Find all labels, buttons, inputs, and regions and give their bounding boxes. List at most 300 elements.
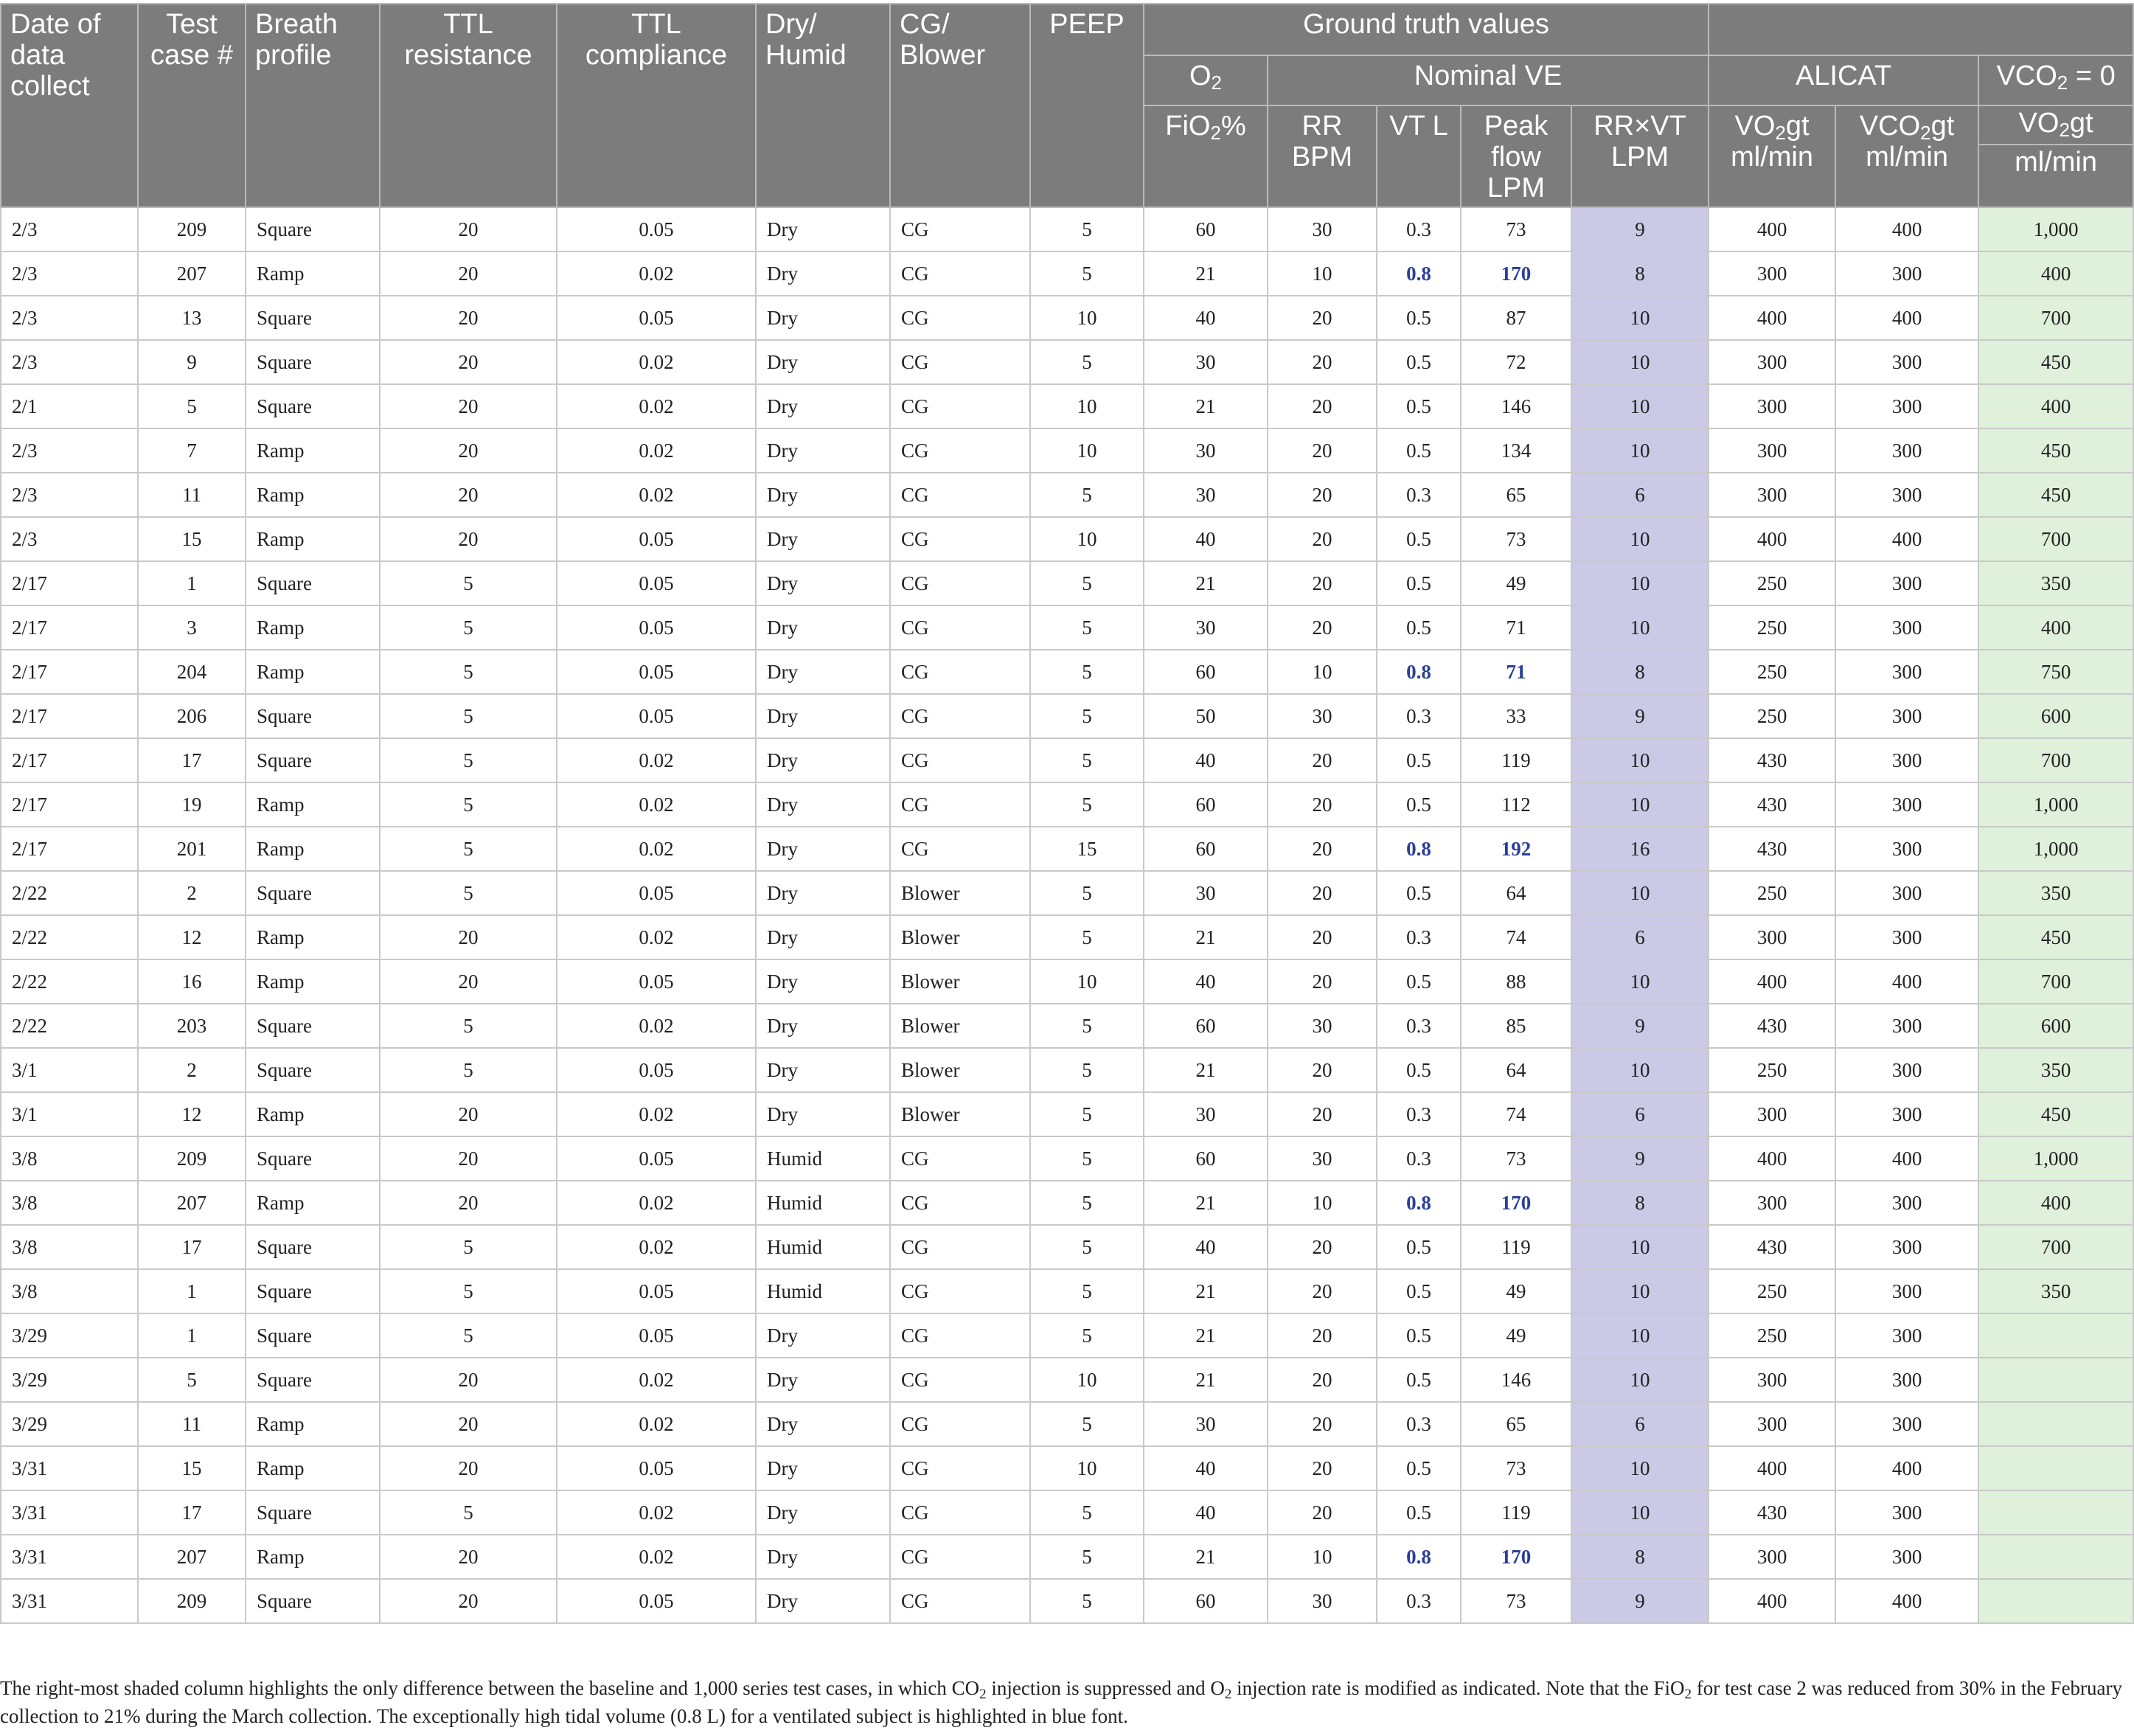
cell-rr: 20 [1268, 605, 1377, 650]
cell-peak-flow: 64 [1461, 871, 1571, 915]
cell-ttl-compliance: 0.02 [557, 738, 756, 782]
cell-vo2gt: 300 [1709, 1358, 1835, 1402]
cell-rrxvt: 9 [1571, 1136, 1709, 1181]
cell-date: 3/1 [1, 1092, 138, 1136]
cell-test-case: 204 [138, 650, 246, 694]
cell-vt: 0.8 [1377, 1535, 1461, 1579]
cell-peak-flow: 71 [1461, 650, 1571, 694]
cell-vco2gt: 300 [1835, 428, 1978, 473]
cell-rrxvt: 10 [1571, 871, 1709, 915]
cell-dry-humid: Dry [756, 473, 890, 517]
cell-vco2gt: 400 [1835, 1136, 1978, 1181]
cell-vco2gt: 300 [1835, 1490, 1978, 1535]
cell-test-case: 12 [138, 915, 246, 959]
cell-vco2gt: 400 [1835, 1446, 1978, 1490]
cell-date: 2/22 [1, 871, 138, 915]
cell-test-case: 209 [138, 207, 246, 251]
cell-test-case: 11 [138, 1402, 246, 1446]
cell-vo2gt-zero: 400 [1978, 384, 2133, 428]
cell-peak-flow: 87 [1461, 296, 1571, 340]
cell-vo2gt-zero [1978, 1579, 2133, 1623]
table-row [1, 1535, 2133, 1579]
cell-peep: 5 [1030, 1048, 1144, 1092]
cell-cg-blower: CG [890, 738, 1030, 782]
cell-dry-humid: Dry [756, 1004, 890, 1048]
cell-rr: 30 [1268, 1136, 1377, 1181]
cell-rrxvt: 10 [1571, 738, 1709, 782]
cell-breath-profile: Ramp [246, 251, 380, 296]
cell-dry-humid: Dry [756, 782, 890, 827]
cell-fio2: 30 [1144, 1092, 1268, 1136]
cell-vo2gt: 400 [1709, 1446, 1835, 1490]
table-row [1, 1579, 2133, 1623]
cell-test-case: 12 [138, 1092, 246, 1136]
cell-vt: 0.5 [1377, 1313, 1461, 1358]
group-header-vco2-zero: $VCO_2 = 0$ [1978, 55, 2133, 105]
cell-peak-flow: 170 [1461, 1181, 1571, 1225]
cell-peak-flow: 192 [1461, 827, 1571, 871]
cell-peak-flow: 146 [1461, 1358, 1571, 1402]
cell-peak-flow: 33 [1461, 694, 1571, 738]
cell-vo2gt: 400 [1709, 1136, 1835, 1181]
cell-rrxvt: 10 [1571, 1490, 1709, 1535]
cell-test-case: 13 [138, 296, 246, 340]
cell-vo2gt-zero: 700 [1978, 296, 2133, 340]
cell-vco2gt: 300 [1835, 694, 1978, 738]
col-header-breath-profile: Breath profile [246, 4, 380, 207]
cell-rr: 30 [1268, 1579, 1377, 1623]
cell-peak-flow: 64 [1461, 1048, 1571, 1092]
cell-ttl-compliance: 0.05 [557, 1048, 756, 1092]
cell-test-case: 17 [138, 738, 246, 782]
cell-vt: 0.5 [1377, 1490, 1461, 1535]
cell-fio2: 40 [1144, 1490, 1268, 1535]
cell-vco2gt: 300 [1835, 473, 1978, 517]
cell-vo2gt-zero: 1,000 [1978, 782, 2133, 827]
cell-vt: 0.5 [1377, 782, 1461, 827]
cell-rrxvt: 10 [1571, 384, 1709, 428]
cell-date: 2/3 [1, 296, 138, 340]
cell-ttl-compliance: 0.05 [557, 1446, 756, 1490]
cell-fio2: 60 [1144, 1579, 1268, 1623]
cell-vo2gt-zero: 600 [1978, 1004, 2133, 1048]
cell-fio2: 40 [1144, 1225, 1268, 1269]
cell-rr: 10 [1268, 251, 1377, 296]
cell-vo2gt: 400 [1709, 959, 1835, 1004]
cell-vco2gt: 400 [1835, 517, 1978, 561]
cell-peak-flow: 170 [1461, 1535, 1571, 1579]
cell-breath-profile: Square [246, 384, 380, 428]
cell-rrxvt: 10 [1571, 428, 1709, 473]
cell-fio2: 21 [1144, 1048, 1268, 1092]
cell-breath-profile: Ramp [246, 1446, 380, 1490]
cell-dry-humid: Humid [756, 1225, 890, 1269]
cell-breath-profile: Ramp [246, 650, 380, 694]
cell-peak-flow: 134 [1461, 428, 1571, 473]
cell-test-case: 9 [138, 340, 246, 384]
cell-vt: 0.5 [1377, 561, 1461, 605]
cell-vo2gt: 430 [1709, 827, 1835, 871]
cell-rr: 20 [1268, 473, 1377, 517]
cell-vo2gt: 300 [1709, 915, 1835, 959]
cell-ttl-resistance: 20 [380, 251, 557, 296]
cell-fio2: 21 [1144, 1313, 1268, 1358]
cell-vo2gt-zero: 750 [1978, 650, 2133, 694]
cell-ttl-compliance: 0.05 [557, 871, 756, 915]
cell-cg-blower: CG [890, 827, 1030, 871]
cell-rr: 30 [1268, 694, 1377, 738]
cell-dry-humid: Dry [756, 871, 890, 915]
cell-rrxvt: 9 [1571, 1004, 1709, 1048]
table-row [1, 1004, 2133, 1048]
group-header-o2: $O_2$ [1144, 55, 1268, 105]
cell-breath-profile: Square [246, 1225, 380, 1269]
cell-cg-blower: Blower [890, 959, 1030, 1004]
cell-vo2gt-zero: 400 [1978, 1181, 2133, 1225]
cell-vco2gt: 400 [1835, 959, 1978, 1004]
cell-vco2gt: 400 [1835, 296, 1978, 340]
cell-ttl-resistance: 20 [380, 428, 557, 473]
table-row [1, 1402, 2133, 1446]
cell-peep: 5 [1030, 1269, 1144, 1313]
cell-peak-flow: 65 [1461, 473, 1571, 517]
cell-ttl-compliance: 0.05 [557, 561, 756, 605]
cell-rr: 20 [1268, 1225, 1377, 1269]
cell-dry-humid: Dry [756, 517, 890, 561]
cell-fio2: 60 [1144, 207, 1268, 251]
cell-cg-blower: CG [890, 1358, 1030, 1402]
cell-rrxvt: 10 [1571, 1269, 1709, 1313]
cell-vo2gt: 300 [1709, 1402, 1835, 1446]
cell-dry-humid: Dry [756, 207, 890, 251]
cell-rrxvt: 8 [1571, 650, 1709, 694]
cell-breath-profile: Square [246, 1136, 380, 1181]
cell-rr: 20 [1268, 428, 1377, 473]
cell-peep: 5 [1030, 738, 1144, 782]
cell-cg-blower: Blower [890, 1092, 1030, 1136]
cell-dry-humid: Humid [756, 1181, 890, 1225]
cell-ttl-resistance: 5 [380, 1225, 557, 1269]
cell-vo2gt-zero: 700 [1978, 1225, 2133, 1269]
table-row [1, 1490, 2133, 1535]
cell-cg-blower: CG [890, 782, 1030, 827]
col-header-test-case: Test case # [138, 4, 246, 207]
cell-vt: 0.8 [1377, 1181, 1461, 1225]
cell-rr: 20 [1268, 384, 1377, 428]
cell-ttl-compliance: 0.05 [557, 1313, 756, 1358]
cell-peep: 10 [1030, 384, 1144, 428]
cell-cg-blower: CG [890, 1490, 1030, 1535]
cell-test-case: 15 [138, 517, 246, 561]
cell-dry-humid: Dry [756, 694, 890, 738]
cell-cg-blower: CG [890, 1313, 1030, 1358]
cell-date: 3/31 [1, 1446, 138, 1490]
cell-rr: 20 [1268, 296, 1377, 340]
cell-date: 3/8 [1, 1225, 138, 1269]
table-row [1, 1446, 2133, 1490]
cell-breath-profile: Ramp [246, 1402, 380, 1446]
cell-vt: 0.5 [1377, 605, 1461, 650]
cell-cg-blower: CG [890, 296, 1030, 340]
cell-ttl-resistance: 20 [380, 1136, 557, 1181]
cell-ttl-resistance: 20 [380, 296, 557, 340]
cell-ttl-compliance: 0.02 [557, 1004, 756, 1048]
cell-peak-flow: 170 [1461, 251, 1571, 296]
cell-fio2: 40 [1144, 296, 1268, 340]
cell-vt: 0.5 [1377, 517, 1461, 561]
cell-peep: 5 [1030, 1136, 1144, 1181]
cell-vo2gt: 250 [1709, 1269, 1835, 1313]
cell-ttl-compliance: 0.05 [557, 650, 756, 694]
cell-cg-blower: CG [890, 605, 1030, 650]
cell-vo2gt: 250 [1709, 605, 1835, 650]
cell-rrxvt: 8 [1571, 1535, 1709, 1579]
col-header-rrxvt: RR×VT LPM [1571, 105, 1709, 207]
cell-ttl-resistance: 20 [380, 1092, 557, 1136]
cell-breath-profile: Square [246, 1048, 380, 1092]
cell-vo2gt-zero [1978, 1402, 2133, 1446]
cell-vo2gt-zero: 450 [1978, 428, 2133, 473]
cell-vco2gt: 300 [1835, 827, 1978, 871]
cell-test-case: 11 [138, 473, 246, 517]
group-header-blank [1709, 4, 2133, 55]
cell-vo2gt: 430 [1709, 1490, 1835, 1535]
cell-test-case: 207 [138, 251, 246, 296]
col-header-vo2gt-zero: $VO_2gt$ [1978, 105, 2133, 145]
table-row [1, 915, 2133, 959]
table-row [1, 1136, 2133, 1181]
cell-fio2: 60 [1144, 1136, 1268, 1181]
cell-cg-blower: CG [890, 650, 1030, 694]
cell-rr: 30 [1268, 207, 1377, 251]
cell-cg-blower: CG [890, 1446, 1030, 1490]
cell-ttl-compliance: 0.05 [557, 1269, 756, 1313]
col-header-dry-humid: Dry/ Humid [756, 4, 890, 207]
cell-breath-profile: Ramp [246, 605, 380, 650]
cell-ttl-compliance: 0.02 [557, 1225, 756, 1269]
cell-vco2gt: 400 [1835, 1579, 1978, 1623]
cell-breath-profile: Ramp [246, 428, 380, 473]
cell-vco2gt: 300 [1835, 251, 1978, 296]
cell-dry-humid: Dry [756, 428, 890, 473]
cell-fio2: 21 [1144, 915, 1268, 959]
cell-breath-profile: Square [246, 1313, 380, 1358]
cell-dry-humid: Dry [756, 340, 890, 384]
cell-test-case: 17 [138, 1490, 246, 1535]
cell-date: 2/17 [1, 694, 138, 738]
cell-ttl-resistance: 5 [380, 871, 557, 915]
cell-peak-flow: 49 [1461, 1269, 1571, 1313]
cell-vo2gt-zero: 600 [1978, 694, 2133, 738]
group-header-nominal-ve: Nominal VE [1268, 55, 1709, 105]
cell-vt: 0.3 [1377, 915, 1461, 959]
cell-rr: 20 [1268, 915, 1377, 959]
cell-fio2: 21 [1144, 1358, 1268, 1402]
cell-vo2gt-zero: 1,000 [1978, 207, 2133, 251]
col-header-vo2gt-zero-unit: ml/min [1978, 145, 2133, 207]
cell-ttl-compliance: 0.02 [557, 1490, 756, 1535]
table-row [1, 296, 2133, 340]
cell-vo2gt-zero [1978, 1358, 2133, 1402]
cell-dry-humid: Dry [756, 1048, 890, 1092]
cell-fio2: 30 [1144, 871, 1268, 915]
cell-test-case: 5 [138, 384, 246, 428]
cell-cg-blower: Blower [890, 871, 1030, 915]
cell-rrxvt: 8 [1571, 251, 1709, 296]
cell-vo2gt: 300 [1709, 1181, 1835, 1225]
cell-breath-profile: Ramp [246, 1181, 380, 1225]
cell-rrxvt: 10 [1571, 1358, 1709, 1402]
cell-rrxvt: 9 [1571, 1579, 1709, 1623]
cell-peep: 5 [1030, 871, 1144, 915]
cell-ttl-resistance: 5 [380, 561, 557, 605]
cell-vo2gt-zero: 700 [1978, 517, 2133, 561]
cell-cg-blower: CG [890, 473, 1030, 517]
cell-test-case: 1 [138, 1269, 246, 1313]
cell-vo2gt: 250 [1709, 871, 1835, 915]
table-row [1, 1225, 2133, 1269]
cell-rr: 20 [1268, 1358, 1377, 1402]
cell-dry-humid: Dry [756, 1490, 890, 1535]
table-row [1, 1358, 2133, 1402]
cell-ttl-compliance: 0.05 [557, 296, 756, 340]
cell-vt: 0.5 [1377, 959, 1461, 1004]
cell-date: 2/3 [1, 251, 138, 296]
cell-peep: 5 [1030, 1225, 1144, 1269]
cell-cg-blower: CG [890, 207, 1030, 251]
cell-ttl-resistance: 5 [380, 1269, 557, 1313]
cell-rrxvt: 10 [1571, 517, 1709, 561]
cell-rr: 20 [1268, 1092, 1377, 1136]
cell-date: 2/17 [1, 561, 138, 605]
table-row [1, 694, 2133, 738]
cell-peak-flow: 85 [1461, 1004, 1571, 1048]
cell-vt: 0.5 [1377, 1358, 1461, 1402]
cell-vco2gt: 300 [1835, 1402, 1978, 1446]
cell-peak-flow: 73 [1461, 517, 1571, 561]
col-header-vco2gt: $VCO_2gt$ ml/min [1835, 105, 1978, 207]
col-header-ttl-compliance: TTL compliance [557, 4, 756, 207]
cell-date: 3/8 [1, 1181, 138, 1225]
col-header-vt: VT L [1377, 105, 1461, 207]
table-caption: The right-most shaded column highlights the only difference between the baseline and 1,000 series test cases, in which CO2 injection is suppressed and O2 injection rate is modified as indicated. Note that the FiO2 for test case 2 was reduced from 30% in the February collection to 21% during the March collection. The exceptionally high tidal volume (0.8 L) for a ventilated subject is highlighted in blue font. [0, 1677, 2123, 1727]
cell-test-case: 5 [138, 1358, 246, 1402]
cell-vo2gt: 400 [1709, 517, 1835, 561]
cell-rr: 20 [1268, 738, 1377, 782]
cell-peak-flow: 72 [1461, 340, 1571, 384]
cell-date: 2/17 [1, 782, 138, 827]
cell-vt: 0.5 [1377, 1446, 1461, 1490]
cell-breath-profile: Square [246, 694, 380, 738]
cell-peep: 5 [1030, 1092, 1144, 1136]
cell-rr: 20 [1268, 340, 1377, 384]
cell-rrxvt: 10 [1571, 959, 1709, 1004]
table-row [1, 1181, 2133, 1225]
cell-peep: 10 [1030, 296, 1144, 340]
cell-rrxvt: 6 [1571, 915, 1709, 959]
cell-date: 2/3 [1, 517, 138, 561]
cell-date: 2/17 [1, 827, 138, 871]
cell-vt: 0.5 [1377, 1048, 1461, 1092]
cell-test-case: 1 [138, 1313, 246, 1358]
cell-test-case: 1 [138, 561, 246, 605]
cell-fio2: 21 [1144, 1269, 1268, 1313]
table-row [1, 561, 2133, 605]
cell-test-case: 3 [138, 605, 246, 650]
table-row [1, 1313, 2133, 1358]
cell-rr: 20 [1268, 1402, 1377, 1446]
cell-breath-profile: Square [246, 207, 380, 251]
cell-ttl-resistance: 5 [380, 782, 557, 827]
cell-date: 3/29 [1, 1402, 138, 1446]
cell-vo2gt: 250 [1709, 1048, 1835, 1092]
cell-dry-humid: Dry [756, 1579, 890, 1623]
table-row [1, 738, 2133, 782]
cell-peep: 5 [1030, 1535, 1144, 1579]
cell-rr: 20 [1268, 1490, 1377, 1535]
cell-test-case: 206 [138, 694, 246, 738]
cell-rrxvt: 16 [1571, 827, 1709, 871]
cell-test-case: 209 [138, 1136, 246, 1181]
cell-peep: 10 [1030, 428, 1144, 473]
cell-ttl-compliance: 0.02 [557, 915, 756, 959]
cell-test-case: 16 [138, 959, 246, 1004]
cell-dry-humid: Dry [756, 1446, 890, 1490]
cell-breath-profile: Ramp [246, 1092, 380, 1136]
cell-ttl-compliance: 0.05 [557, 207, 756, 251]
cell-vco2gt: 300 [1835, 1313, 1978, 1358]
cell-ttl-resistance: 20 [380, 207, 557, 251]
cell-vt: 0.5 [1377, 296, 1461, 340]
table-row [1, 428, 2133, 473]
cell-ttl-resistance: 5 [380, 1048, 557, 1092]
cell-vo2gt: 300 [1709, 428, 1835, 473]
cell-fio2: 30 [1144, 428, 1268, 473]
cell-vo2gt: 250 [1709, 650, 1835, 694]
cell-vt: 0.8 [1377, 251, 1461, 296]
cell-ttl-resistance: 20 [380, 1358, 557, 1402]
cell-rr: 20 [1268, 517, 1377, 561]
cell-rr: 20 [1268, 959, 1377, 1004]
table-row [1, 473, 2133, 517]
cell-breath-profile: Square [246, 561, 380, 605]
cell-vt: 0.5 [1377, 340, 1461, 384]
table-row [1, 605, 2133, 650]
col-header-fio2: FiO$_2$% [1144, 105, 1268, 207]
table-row [1, 782, 2133, 827]
cell-breath-profile: Ramp [246, 915, 380, 959]
cell-test-case: 19 [138, 782, 246, 827]
cell-ttl-resistance: 20 [380, 1535, 557, 1579]
cell-ttl-resistance: 5 [380, 1313, 557, 1358]
cell-test-case: 207 [138, 1535, 246, 1579]
cell-ttl-resistance: 20 [380, 340, 557, 384]
cell-ttl-compliance: 0.02 [557, 782, 756, 827]
cell-vo2gt: 250 [1709, 561, 1835, 605]
cell-vt: 0.5 [1377, 384, 1461, 428]
cell-vo2gt: 300 [1709, 251, 1835, 296]
cell-ttl-compliance: 0.05 [557, 1136, 756, 1181]
table-row [1, 340, 2133, 384]
cell-vt: 0.5 [1377, 871, 1461, 915]
cell-cg-blower: CG [890, 1225, 1030, 1269]
cell-vo2gt: 300 [1709, 340, 1835, 384]
cell-peep: 5 [1030, 782, 1144, 827]
cell-peep: 10 [1030, 959, 1144, 1004]
cell-rr: 20 [1268, 1446, 1377, 1490]
cell-fio2: 60 [1144, 1004, 1268, 1048]
cell-rr: 20 [1268, 561, 1377, 605]
